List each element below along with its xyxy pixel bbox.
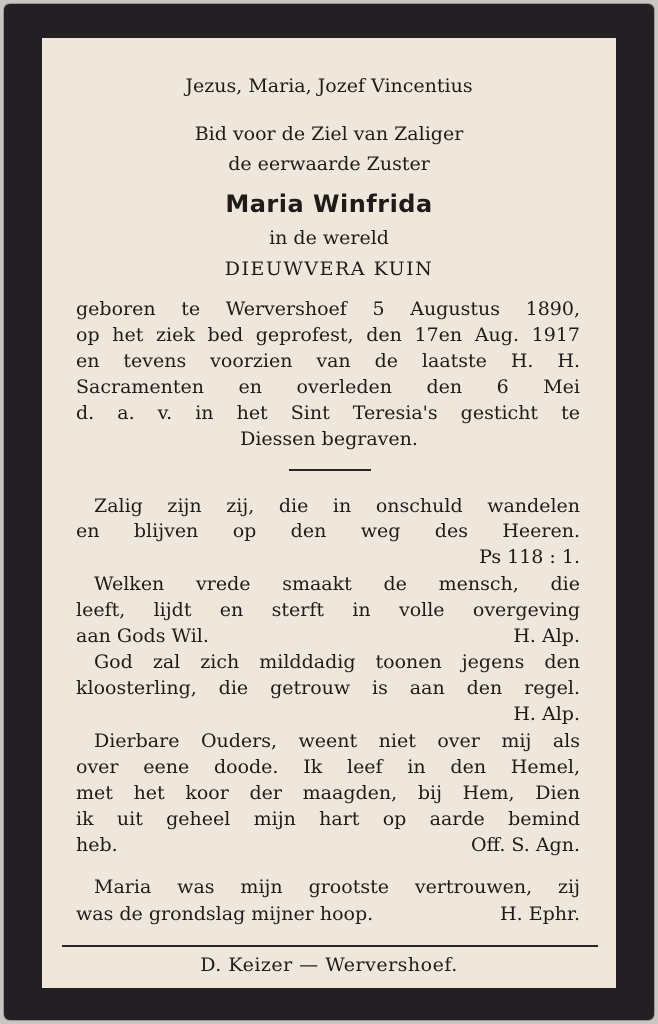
quote-source: Ps 118 : 1. (479, 546, 580, 568)
quote-source: H. Alp. (513, 703, 580, 725)
birth-name: DIEUWVERA KUIN (224, 258, 434, 280)
footer-rule (62, 945, 598, 947)
quote-line: over eene doode. Ik leef in den Hemel, (76, 756, 580, 778)
quote-line: met het koor der maagden, bij Hem, Dien (76, 782, 580, 804)
quote-source: Off. S. Agn. (470, 834, 580, 856)
in-world-line: in de wereld (269, 227, 389, 249)
quote-line-last: heb. (76, 834, 118, 856)
header-line: Jezus, Maria, Jozef Vincentius (185, 75, 473, 97)
printer-line: D. Keizer — Wervershoef. (200, 954, 458, 976)
quote-line: kloosterling, die getrouw is aan den regel. (76, 677, 580, 699)
quote-line: Welken vrede smaakt de mensch, die (94, 573, 580, 595)
quote-line: ik uit geheel mijn hart op aarde bemind (76, 808, 580, 830)
quote-line: Zalig zijn zij, die in onschuld wandelen (94, 495, 580, 517)
bio-line: en tevens voorzien van de laatste H. H. (76, 350, 580, 372)
quote-line: God zal zich milddadig toonen jegens den (94, 651, 580, 673)
religious-name: Maria Winfrida (225, 190, 433, 218)
divider (289, 469, 371, 471)
quote-line-last: was de grondslag mijner hoop. (76, 903, 374, 925)
quote-line-with-source (42, 902, 616, 926)
card-paper (42, 38, 616, 988)
bio-line: Sacramenten en overleden den 6 Mei (76, 376, 580, 398)
bio-line: d. a. v. in het Sint Teresia's gesticht te (76, 402, 580, 424)
bio-line-last: Diessen begraven. (240, 428, 418, 450)
quote-line: leeft, lijdt en sterft in volle overgeving (76, 599, 580, 621)
intro-line-1: Bid voor de Ziel van Zaliger (194, 123, 464, 145)
quote-line-with-source (42, 833, 616, 857)
bio-line: op het ziek bed geprofest, den 17en Aug. 1917 (76, 324, 580, 346)
quote-line: Maria was mijn grootste vertrouwen, zij (94, 876, 580, 898)
quote-line: Dierbare Ouders, weent niet over mij als (94, 730, 580, 752)
quote-line-with-source (42, 624, 616, 648)
memorial-card (4, 4, 654, 1020)
quote-source: H. Ephr. (500, 903, 580, 925)
bio-line: geboren te Wervershoef 5 Augustus 1890, (76, 298, 580, 320)
quote-source: H. Alp. (513, 625, 580, 647)
intro-line-2: de eerwaarde Zuster (228, 153, 430, 175)
quote-line-last: aan Gods Wil. (76, 625, 209, 647)
quote-line: en blijven op den weg des Heeren. (76, 520, 580, 542)
